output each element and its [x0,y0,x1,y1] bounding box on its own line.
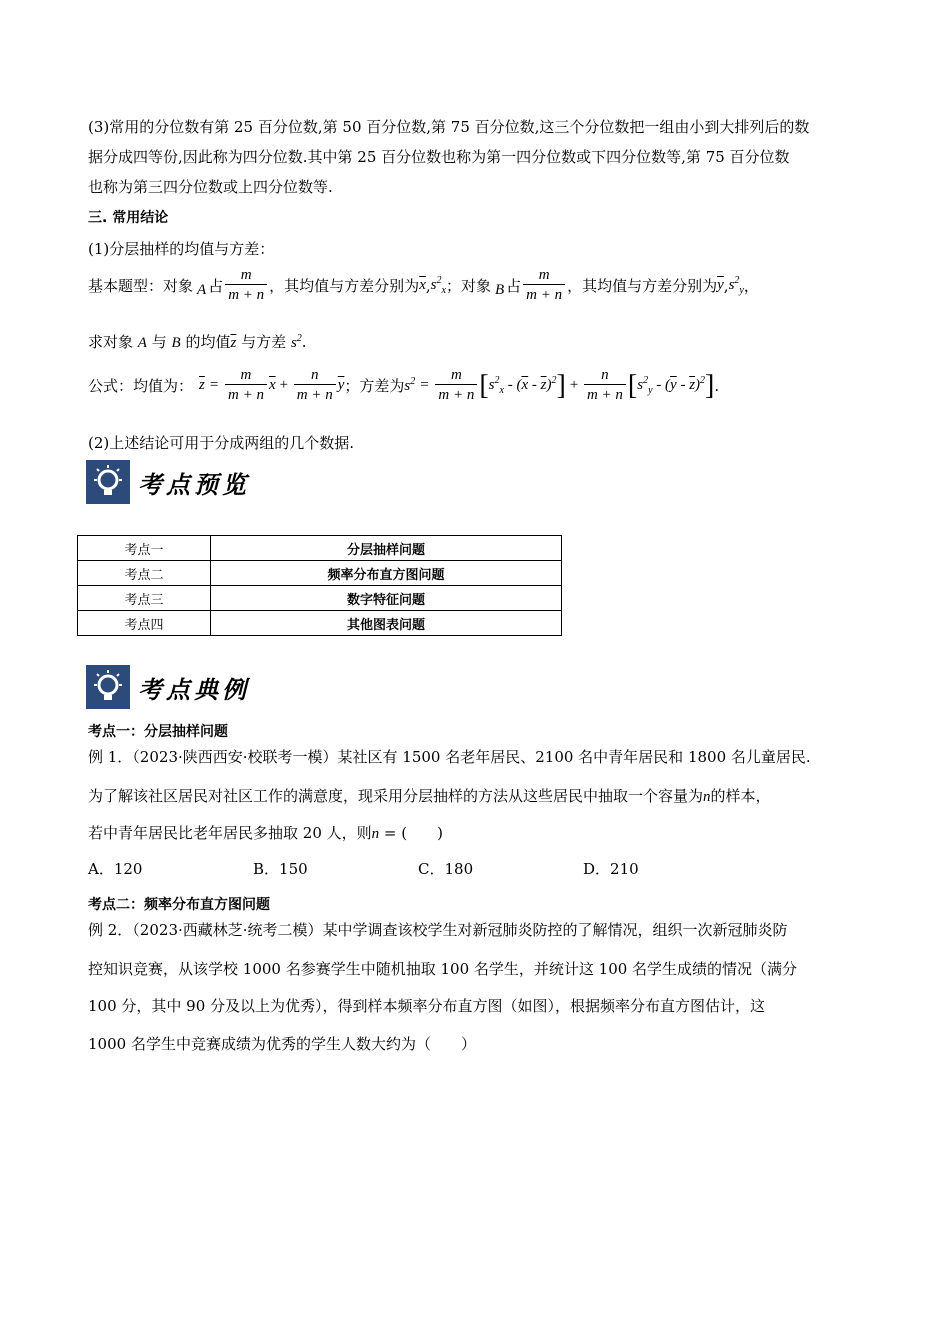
f-frac4: $\frac{n}{m + n}$ [584,366,626,405]
k2-title: 考点二：频率分布直方图问题 [88,897,270,913]
k2-line3: 100 分，其中 90 分及以上为优秀），得到样本频率分布直方图（如图），根据频率分布直方图估计，这 [88,997,766,1015]
fraction-den: m + n [523,284,565,305]
heading-preview-text: 考点预览 [138,469,250,499]
option-d: D．210 [583,860,639,878]
k1-title: 考点一：分层抽样问题 [88,724,228,740]
formula-line: 公式：均值为： $\overline{z}$ = $\frac{m}{m + n}$ $\overline{x}$ + $\frac{n}{m + n}$ $\overline{y}$ ；方差为 $s^2$ = $\frac{m}{m + n}$ [ $s^2_x - (\overline{x} - \overline{z})^2$ ] + $\frac{n}{m + n}$ [ $s^2_y - (\overline{y} - \overline{z})^2$ ] . [88,367,720,403]
k1-n: n [371,826,380,842]
k1-options [88,858,703,879]
section3-title: 三. 常用结论 [88,210,169,226]
f-frac3: $\frac{m}{m + n}$ [435,366,477,405]
basic-mid2: ，其均值与方差分别为 [567,277,718,295]
fraction-num: m [538,267,550,283]
fraction-n-first [523,266,565,305]
k1-line3a: 若中青年居民比老年居民多抽取 20 人，则 [88,824,372,842]
option-a: A．120 [88,860,143,878]
s-squared-f: $s^2$ [404,376,416,394]
x-bar-f: $\overline{x}$ [268,377,276,393]
s-x: $s^2_x$ [430,275,446,296]
period: . [301,333,307,351]
obj-b: B [494,282,505,298]
question-mid: 的均值 [185,333,231,351]
para3-line2: 据分成四等份,因此称为四分位数.其中第 25 百分位数也称为第一四分位数或下四分位数等,第 75 百分位数 [88,148,790,166]
para3-line3: 也称为第三四分位数或上四分位数等. [88,178,333,196]
obj-a-2: A [137,335,147,351]
toc-label: 考点一 [78,536,211,561]
comma: ， [743,277,759,295]
toc-label: 考点三 [78,586,211,611]
s-y: $s^2_y$ [728,275,744,296]
k1-line3 [88,822,443,843]
occupies-a: 占 [208,277,224,295]
toc-label: 考点二 [78,561,211,586]
formula-prefix: 公式：均值为： [88,377,194,395]
lightbulb-icon [86,460,130,504]
y-bar-f: $\overline{y}$ [337,377,345,393]
k1-line2a: 为了解该社区居民对社区工作的满意度，现采用分层抽样的方法从这些居民中抽取一个容量为 [88,787,704,805]
toc-title: 数字特征问题 [211,586,562,611]
option-b: B．150 [253,860,308,878]
basic-mid1: ，其均值与方差分别为 [269,277,420,295]
k2-line2: 控知识竞赛，从该学校 1000 名参赛学生中随机抽取 100 名学生，并统计这 100 名学生成绩的情况（满分 [88,960,798,978]
f-frac2: $\frac{n}{m + n}$ [294,366,336,405]
fraction-num: m [240,267,252,283]
k1-n: n [703,789,711,805]
semicolon-obj: ；对象 [445,277,491,295]
toc-table [77,535,562,636]
lightbulb-icon [86,665,130,709]
s-squared: $s^2$ [290,333,302,351]
toc-label: 考点四 [78,611,211,636]
formula-var: ；方差为 [344,377,405,395]
table-row [78,536,562,561]
question-line [88,331,307,352]
basic-prefix: 基本题型：对象 [88,277,194,295]
option-c: C．180 [418,860,474,878]
obj-a: A [197,282,207,298]
k1-line3b: = ( ) [379,824,443,842]
z-bar: $\overline{z}$ [230,335,237,351]
f-frac1: $\frac{m}{m + n}$ [225,366,267,405]
x-bar: $\overline{x}$ [419,277,426,293]
question-mid2: 与方差 [241,333,287,351]
k1-line2 [88,785,771,806]
section3-item1: (1)分层抽样的均值与方差： [88,240,275,258]
term-a: $s^2_x - (\overline{x} - \overline{z})^2$ [488,375,557,396]
k1-line1: 例 1．（2023·陕西西安·校联考一模）某社区有 1500 名老年居民、2100 名中青年居民和 1800 名儿童居民. [88,748,811,766]
section3-item2: (2)上述结论可用于分成两组的几个数据. [88,434,355,452]
occupies-b: 占 [506,277,522,295]
para3-line1: (3)常用的分位数有第 25 百分位数,第 50 百分位数,第 75 百分位数,这三个分位数把一组由小到大排列后的数 [88,118,810,136]
heading-examples [86,665,250,709]
toc-title: 其他图表问题 [211,611,562,636]
k1-line2b: 的样本， [710,787,771,805]
y-bar: $\overline{y}$ [717,277,724,293]
k2-line1: 例 2．（2023·西藏林芝·统考二模）某中学调查该校学生对新冠肺炎防控的了解情况，组织一次新冠肺炎防 [88,921,788,939]
heading-examples-text: 考点典例 [138,674,250,704]
fraction-m [225,266,267,305]
table-row [78,611,562,636]
and: 与 [151,333,167,351]
basic-problem-line: 基本题型：对象 A 占 $\frac{m}{m + n}$ ，其均值与方差分别为 $\overline{x}$ , $s^2_x$ ；对象 B 占 $\frac{m}{m + n}$ ，其均值与方差分别为 $\overline{y}$ , $s^2_y$ ， [88,267,759,303]
question-prefix: 求对象 [88,333,134,351]
obj-b-2: B [171,335,181,351]
term-b: $s^2_y - (\overline{y} - \overline{z})^2$ [637,375,706,396]
z-bar-f: $\overline{z}$ [199,377,205,393]
heading-preview [86,460,250,504]
table-row [78,561,562,586]
toc-title: 频率分布直方图问题 [211,561,562,586]
toc-title: 分层抽样问题 [211,536,562,561]
k2-line4: 1000 名学生中竞赛成绩为优秀的学生人数大约为（ ） [88,1035,476,1053]
fraction-den: m + n [225,284,267,305]
table-row [78,586,562,611]
